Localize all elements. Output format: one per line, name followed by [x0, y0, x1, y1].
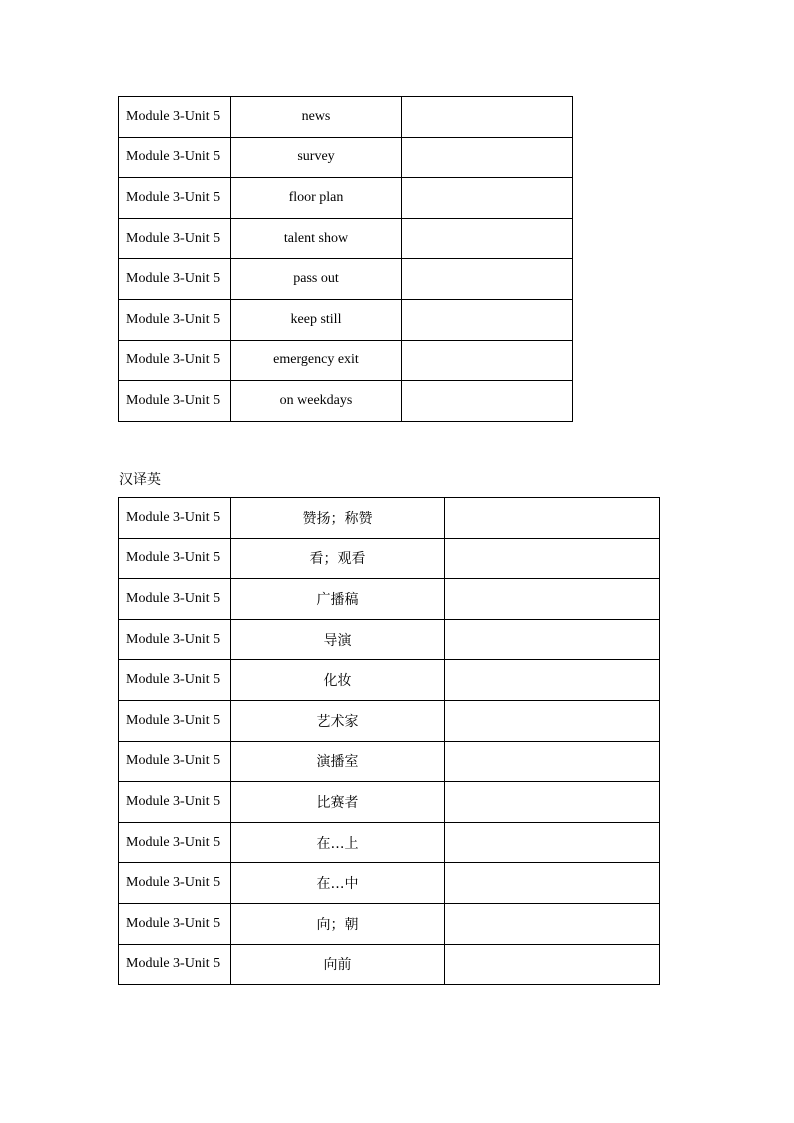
table-row [119, 97, 573, 138]
answer-cell[interactable] [445, 538, 660, 579]
answer-cell[interactable] [402, 340, 573, 381]
word-cell: floor plan [231, 178, 402, 219]
word-cell: 在…中 [231, 863, 445, 904]
unit-cell: Module 3-Unit 5 [119, 538, 231, 579]
table-row [119, 700, 660, 741]
word-cell: survey [231, 137, 402, 178]
answer-cell[interactable] [445, 619, 660, 660]
unit-cell: Module 3-Unit 5 [119, 299, 231, 340]
table-row [119, 381, 573, 422]
answer-cell[interactable] [402, 97, 573, 138]
unit-cell: Module 3-Unit 5 [119, 619, 231, 660]
table-row [119, 782, 660, 823]
table-row [119, 218, 573, 259]
table-row [119, 259, 573, 300]
table-row [119, 944, 660, 985]
unit-cell: Module 3-Unit 5 [119, 178, 231, 219]
answer-cell[interactable] [445, 700, 660, 741]
unit-cell: Module 3-Unit 5 [119, 863, 231, 904]
unit-cell: Module 3-Unit 5 [119, 700, 231, 741]
word-cell: keep still [231, 299, 402, 340]
answer-cell[interactable] [445, 660, 660, 701]
table-row [119, 178, 573, 219]
unit-cell: Module 3-Unit 5 [119, 944, 231, 985]
answer-cell[interactable] [402, 299, 573, 340]
word-cell: 艺术家 [231, 700, 445, 741]
word-cell: 比赛者 [231, 782, 445, 823]
table-row [119, 822, 660, 863]
answer-cell[interactable] [445, 579, 660, 620]
word-cell: 化妆 [231, 660, 445, 701]
word-cell: talent show [231, 218, 402, 259]
word-cell: emergency exit [231, 340, 402, 381]
unit-cell: Module 3-Unit 5 [119, 498, 231, 539]
word-cell: 演播室 [231, 741, 445, 782]
word-cell: pass out [231, 259, 402, 300]
unit-cell: Module 3-Unit 5 [119, 903, 231, 944]
unit-cell: Module 3-Unit 5 [119, 741, 231, 782]
english-to-chinese-body [119, 97, 573, 422]
table-row [119, 137, 573, 178]
word-cell: 导演 [231, 619, 445, 660]
answer-cell[interactable] [445, 822, 660, 863]
table-row [119, 498, 660, 539]
answer-cell[interactable] [402, 137, 573, 178]
unit-cell: Module 3-Unit 5 [119, 782, 231, 823]
answer-cell[interactable] [445, 863, 660, 904]
table-row [119, 903, 660, 944]
answer-cell[interactable] [445, 741, 660, 782]
table-row [119, 538, 660, 579]
word-cell: 向前 [231, 944, 445, 985]
section-heading-chinese-to-english: 汉译英 [119, 472, 161, 488]
unit-cell: Module 3-Unit 5 [119, 218, 231, 259]
unit-cell: Module 3-Unit 5 [119, 259, 231, 300]
answer-cell[interactable] [445, 498, 660, 539]
word-cell: news [231, 97, 402, 138]
answer-cell[interactable] [402, 178, 573, 219]
table-row [119, 660, 660, 701]
answer-cell[interactable] [402, 381, 573, 422]
english-to-chinese-table [118, 96, 573, 422]
unit-cell: Module 3-Unit 5 [119, 97, 231, 138]
answer-cell[interactable] [445, 782, 660, 823]
word-cell: 在…上 [231, 822, 445, 863]
word-cell: 广播稿 [231, 579, 445, 620]
unit-cell: Module 3-Unit 5 [119, 137, 231, 178]
answer-cell[interactable] [402, 218, 573, 259]
unit-cell: Module 3-Unit 5 [119, 381, 231, 422]
unit-cell: Module 3-Unit 5 [119, 660, 231, 701]
table-row [119, 863, 660, 904]
table-row [119, 579, 660, 620]
table-row [119, 741, 660, 782]
word-cell: 向；朝 [231, 903, 445, 944]
word-cell: 看；观看 [231, 538, 445, 579]
word-cell: 赞扬；称赞 [231, 498, 445, 539]
chinese-to-english-table [118, 497, 660, 985]
chinese-to-english-body [119, 498, 660, 985]
table-row [119, 299, 573, 340]
unit-cell: Module 3-Unit 5 [119, 822, 231, 863]
unit-cell: Module 3-Unit 5 [119, 340, 231, 381]
table-row [119, 619, 660, 660]
answer-cell[interactable] [445, 944, 660, 985]
unit-cell: Module 3-Unit 5 [119, 579, 231, 620]
table-row [119, 340, 573, 381]
answer-cell[interactable] [402, 259, 573, 300]
word-cell: on weekdays [231, 381, 402, 422]
answer-cell[interactable] [445, 903, 660, 944]
